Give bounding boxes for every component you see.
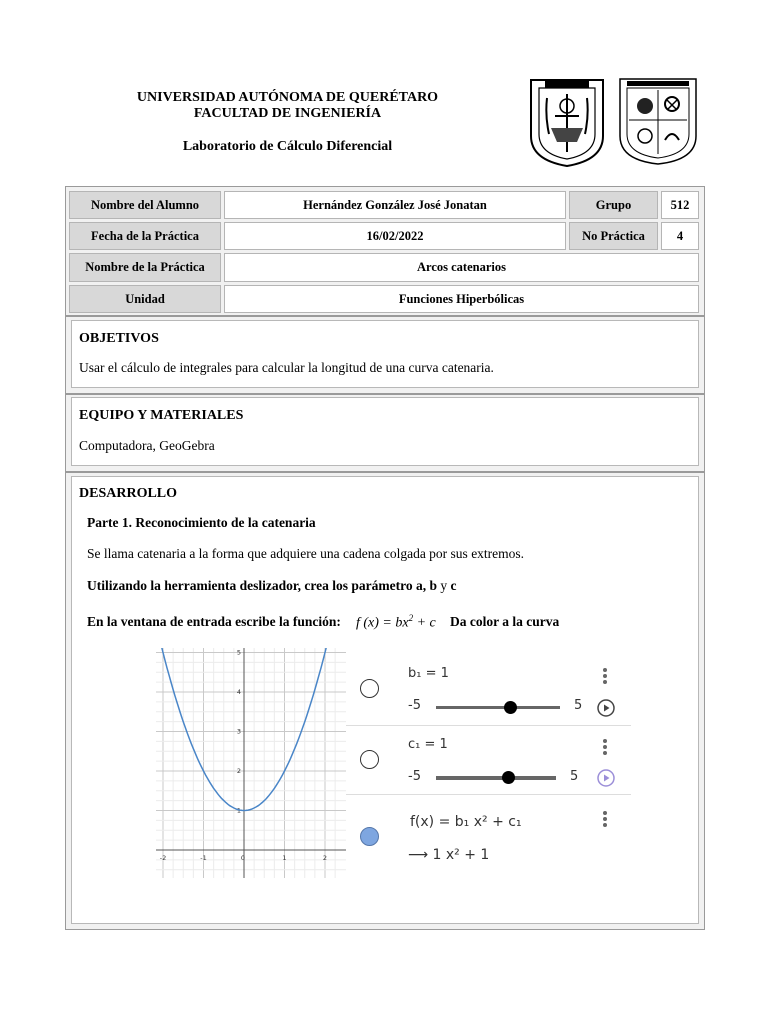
- university-name: UNIVERSIDAD AUTÓNOMA DE QUERÉTARO: [136, 90, 439, 105]
- row-divider: [346, 725, 631, 726]
- engineering-faculty-seal: [527, 76, 607, 168]
- practice-name-label: Nombre de la Práctica: [69, 253, 221, 282]
- practice-date-value: 16/02/2022: [224, 222, 566, 250]
- student-name-value: Hernández González José Jonatan: [224, 191, 566, 219]
- slider-c1-knob[interactable]: [502, 771, 515, 784]
- slider-c1-max: 5: [570, 769, 579, 784]
- function-definition: f(x) = b₁ x² + c₁: [410, 814, 522, 830]
- x-tick-label: -2: [159, 854, 167, 862]
- group-value: 512: [661, 191, 699, 219]
- slider-c1-min: -5: [408, 769, 421, 784]
- unit-label: Unidad: [69, 285, 221, 313]
- y-tick-label: 5: [236, 648, 241, 657]
- slider-c1-label: c₁ = 1: [408, 737, 448, 752]
- slider-c1-track[interactable]: [436, 776, 556, 780]
- equipment-title: EQUIPO Y MATERIALES: [79, 408, 244, 423]
- play-b1-icon[interactable]: [597, 699, 615, 717]
- more-options-b1-icon[interactable]: [603, 668, 607, 686]
- visibility-toggle-b1[interactable]: [360, 679, 379, 698]
- algebra-view: [346, 648, 631, 878]
- function-formula: f $(x) = bx^2 + c$: [356, 613, 436, 631]
- play-c1-icon[interactable]: [597, 769, 615, 787]
- objectives-text: Usar el cálculo de integrales para calcular la longitud de una curva catenaria.: [79, 360, 494, 375]
- graph-view: [156, 648, 348, 878]
- slider-b1-max: 5: [574, 698, 583, 713]
- university-seal: [617, 76, 699, 166]
- objectives-section: [71, 320, 699, 388]
- slider-b1-min: -5: [408, 698, 421, 713]
- x-tick-label: 0: [240, 854, 246, 862]
- practice-date-label: Fecha de la Práctica: [69, 222, 221, 250]
- part1-heading: Parte 1. Reconocimiento de la catenaria: [87, 515, 316, 530]
- y-tick-label: 4: [236, 688, 241, 696]
- student-name-label: Nombre del Alumno: [69, 191, 221, 219]
- y-tick-label: 3: [236, 727, 241, 736]
- slider-b1-label: b₁ = 1: [408, 666, 449, 681]
- slider-instruction-main: Utilizando la herramienta deslizador, crea los parámetro a,: [87, 578, 430, 593]
- more-options-f-icon[interactable]: [603, 811, 607, 829]
- visibility-toggle-f[interactable]: [360, 827, 379, 846]
- development-title: DESARROLLO: [79, 486, 178, 501]
- x-tick-label: 1: [282, 854, 287, 862]
- slider-instruction: [87, 578, 456, 594]
- row-divider: [346, 794, 631, 795]
- practice-number-label: No Práctica: [569, 222, 658, 250]
- y-tick-label: 1: [236, 806, 241, 815]
- slider-b1-knob[interactable]: [504, 701, 517, 714]
- lab-name: Laboratorio de Cálculo Diferencial: [182, 139, 393, 154]
- slider-instruction-y: y: [436, 578, 451, 593]
- group-label: Grupo: [569, 191, 658, 219]
- equipment-text: Computadora, GeoGebra: [79, 438, 215, 453]
- practice-number-value: 4: [661, 222, 699, 250]
- slider-b1-track[interactable]: [436, 706, 560, 709]
- visibility-toggle-c1[interactable]: [360, 750, 379, 769]
- catenary-intro-text: Se llama catenaria a la forma que adquiere una cadena colgada por sus extremos.: [87, 546, 525, 561]
- function-result: ⟶ 1 x² + 1: [408, 847, 490, 863]
- geogebra-screenshot: [156, 648, 631, 878]
- input-instruction: En la ventana de entrada escribe la función:: [87, 614, 341, 629]
- objectives-title: OBJETIVOS: [79, 331, 159, 346]
- practice-name-value: Arcos catenarios: [224, 253, 699, 282]
- slider-instruction-b: b: [429, 578, 437, 593]
- more-options-c1-icon[interactable]: [603, 739, 607, 757]
- x-tick-label: 2: [322, 854, 328, 862]
- slider-instruction-c: c: [450, 578, 457, 593]
- unit-value: Funciones Hiperbólicas: [224, 285, 699, 313]
- y-tick-label: 2: [236, 767, 241, 775]
- faculty-name: FACULTAD DE INGENIERÍA: [193, 106, 382, 121]
- color-instruction: Da color a la curva: [450, 614, 560, 629]
- x-tick-label: -1: [200, 854, 207, 862]
